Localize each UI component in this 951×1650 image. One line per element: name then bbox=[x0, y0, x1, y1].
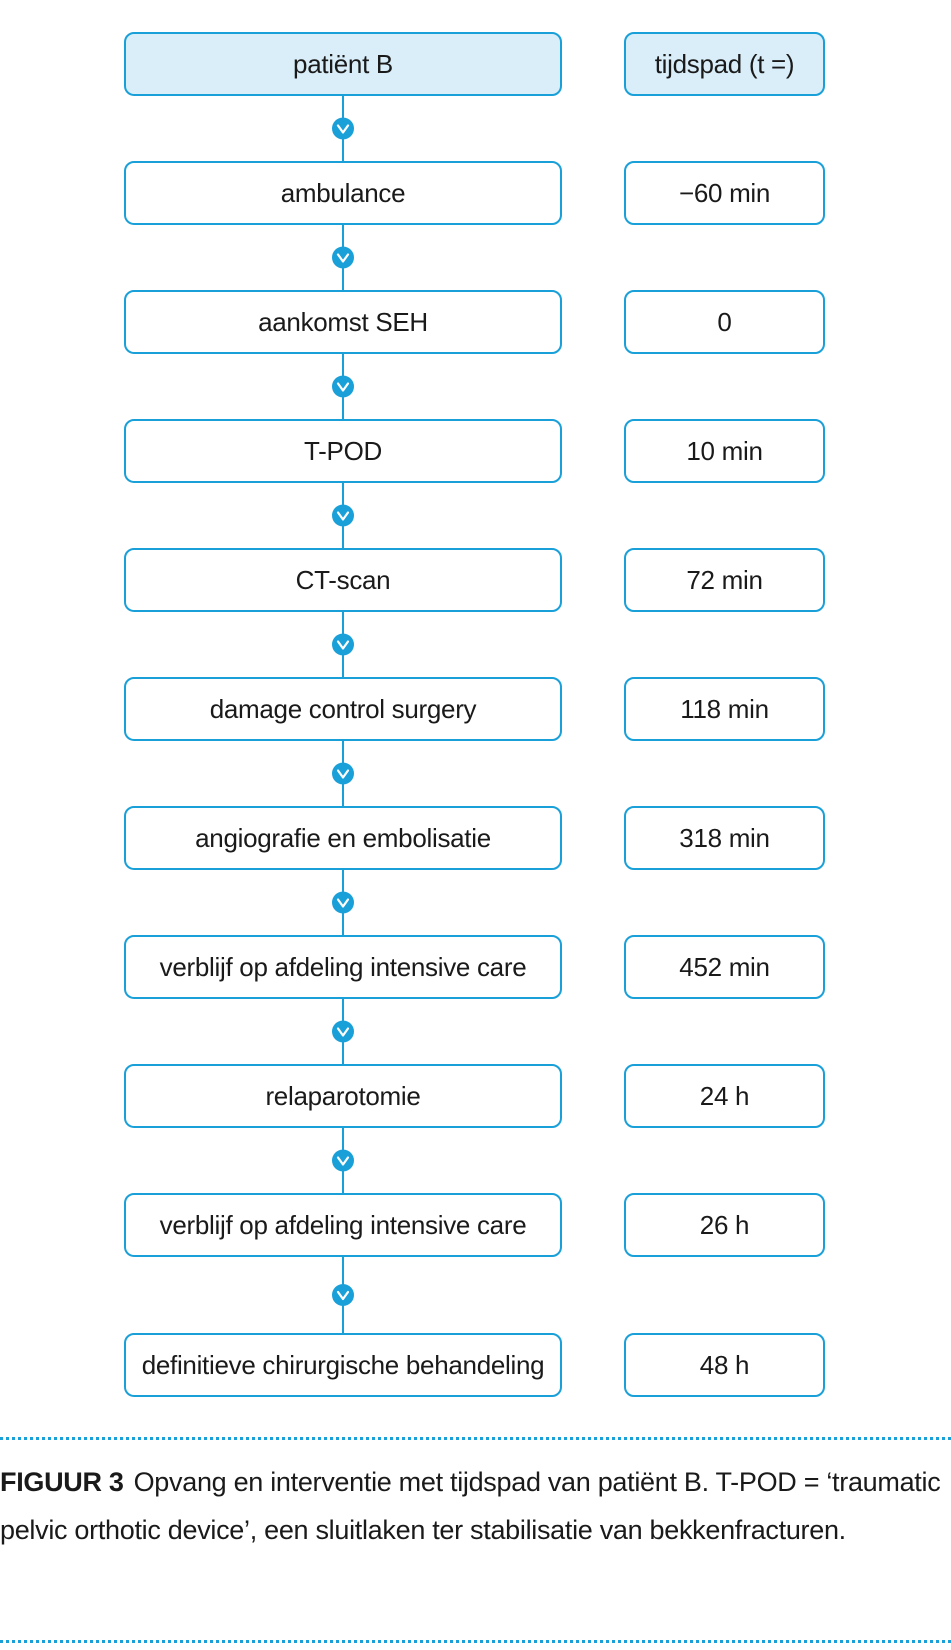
step-box bbox=[124, 806, 562, 870]
time-label: 0 bbox=[717, 306, 732, 337]
time-box bbox=[624, 161, 825, 225]
step-label: relaparotomie bbox=[265, 1080, 421, 1111]
caption-rule-top bbox=[0, 1437, 951, 1440]
time-box bbox=[624, 1064, 825, 1128]
step-label: aankomst SEH bbox=[258, 306, 428, 337]
arrow-down-icon bbox=[332, 634, 354, 656]
time-label: 10 min bbox=[686, 435, 763, 466]
time-box bbox=[624, 935, 825, 999]
time-box bbox=[624, 290, 825, 354]
step-box bbox=[124, 290, 562, 354]
arrow-down-icon bbox=[332, 1284, 354, 1306]
time-box bbox=[624, 548, 825, 612]
step-box bbox=[124, 419, 562, 483]
arrow-down-icon bbox=[332, 892, 354, 914]
arrow-down-icon bbox=[332, 505, 354, 527]
time-label: 26 h bbox=[699, 1209, 750, 1240]
figure-caption bbox=[0, 1458, 951, 1554]
step-label: angiografie en embolisatie bbox=[195, 822, 491, 853]
header-step-label: patiënt B bbox=[293, 48, 393, 79]
step-box bbox=[124, 161, 562, 225]
step-label: definitieve chirurgische behandeling bbox=[141, 1349, 545, 1380]
time-box bbox=[624, 1193, 825, 1257]
step-box bbox=[124, 1064, 562, 1128]
time-box bbox=[624, 1333, 825, 1397]
caption-rule-bottom bbox=[0, 1640, 951, 1643]
arrow-down-icon bbox=[332, 1021, 354, 1043]
time-label: 318 min bbox=[679, 822, 770, 853]
step-label: verblijf op afdeling intensive care bbox=[159, 951, 527, 982]
step-label: T-POD bbox=[304, 435, 382, 466]
arrow-down-icon bbox=[332, 376, 354, 398]
arrow-down-icon bbox=[332, 1150, 354, 1172]
step-label: verblijf op afdeling intensive care bbox=[159, 1209, 527, 1240]
step-box bbox=[124, 677, 562, 741]
time-box bbox=[624, 419, 825, 483]
caption-text: Opvang en interventie met tijdspad van patiënt B. T-POD = ‘traumatic pelvic orthotic device’, een sluitlaken ter stabilisatie van bekkenfracturen. bbox=[0, 1467, 941, 1545]
arrow-down-icon bbox=[332, 763, 354, 785]
arrow-down-icon bbox=[332, 118, 354, 140]
time-label: 452 min bbox=[679, 951, 770, 982]
step-box bbox=[124, 1193, 562, 1257]
time-label: 24 h bbox=[699, 1080, 750, 1111]
step-label: CT-scan bbox=[295, 564, 391, 595]
step-label: ambulance bbox=[280, 177, 406, 208]
header-time-box bbox=[624, 32, 825, 96]
arrow-down-icon bbox=[332, 247, 354, 269]
step-label: damage control surgery bbox=[209, 693, 477, 724]
time-label: 118 min bbox=[680, 693, 769, 724]
time-label: 72 min bbox=[686, 564, 763, 595]
header-step-box bbox=[124, 32, 562, 96]
step-box bbox=[124, 935, 562, 999]
step-box bbox=[124, 1333, 562, 1397]
step-box bbox=[124, 548, 562, 612]
header-time-label: tijdspad (t =) bbox=[654, 48, 795, 79]
time-box bbox=[624, 806, 825, 870]
caption-label: FIGUUR 3 bbox=[0, 1467, 124, 1497]
time-box bbox=[624, 677, 825, 741]
time-label: −60 min bbox=[678, 177, 771, 208]
time-label: 48 h bbox=[699, 1349, 750, 1380]
